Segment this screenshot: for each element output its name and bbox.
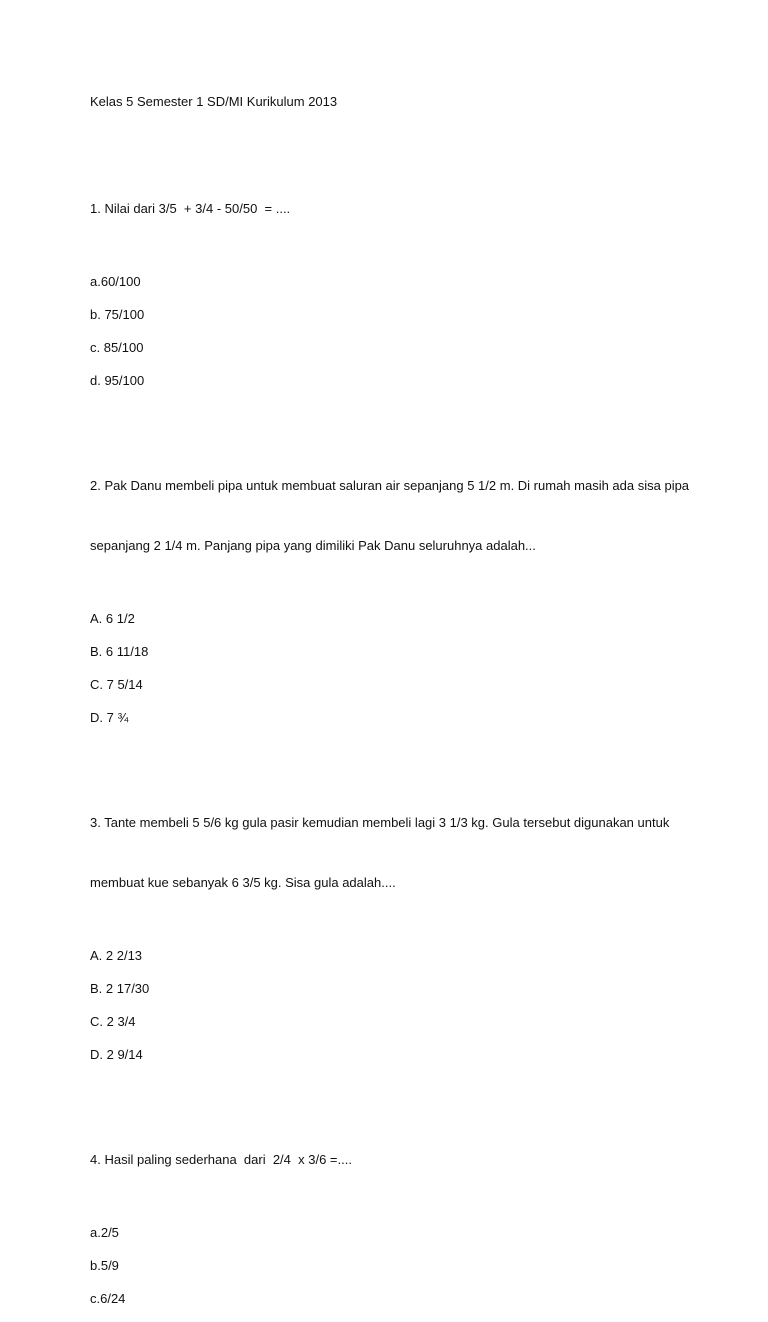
answer-option: b.5/9 <box>90 1258 119 1273</box>
question-stem-line: 1. Nilai dari 3/5 + 3/4 - 50/50 = .... <box>90 201 291 216</box>
answer-option: d. 95/100 <box>90 373 145 388</box>
answer-option: c.6/24 <box>90 1291 126 1306</box>
answer-option: c. 85/100 <box>90 340 144 355</box>
question-stem <box>90 436 690 596</box>
answer-option: D. 2 9/14 <box>90 1047 143 1062</box>
question-stem-line: 4. Hasil paling sederhana dari 2/4 x 3/6 =.... <box>90 1152 352 1167</box>
answer-option: B. 2 17/30 <box>90 981 150 996</box>
document-page <box>90 92 690 1322</box>
question-stem-line: 2. Pak Danu membeli pipa untuk membuat saluran air sepanjang 5 1/2 m. Di rumah masih ada sisa pipa <box>90 478 690 493</box>
answer-option: b. 75/100 <box>90 307 145 322</box>
question-stem-line: 3. Tante membeli 5 5/6 kg gula pasir kemudian membeli lagi 3 1/3 kg. Gula tersebut digunakan untuk <box>90 815 670 830</box>
question-stem <box>90 1110 690 1210</box>
answer-option: A. 2 2/13 <box>90 948 143 963</box>
answer-option: B. 6 11/18 <box>90 644 149 659</box>
question-1 <box>90 159 690 391</box>
answer-option: a.60/100 <box>90 274 141 289</box>
question-3 <box>90 773 690 1065</box>
answer-option: A. 6 1/2 <box>90 611 135 626</box>
question-stem-line: membuat kue sebanyak 6 3/5 kg. Sisa gula adalah.... <box>90 875 396 890</box>
answer-option: C. 2 3/4 <box>90 1014 136 1029</box>
document-title: Kelas 5 Semester 1 SD/MI Kurikulum 2013 <box>90 94 338 109</box>
answer-option: C. 7 5/14 <box>90 677 143 692</box>
question-stem <box>90 773 690 933</box>
question-2 <box>90 436 690 728</box>
question-stem-line: sepanjang 2 1/4 m. Panjang pipa yang dimiliki Pak Danu seluruhnya adalah... <box>90 538 536 553</box>
answer-option: D. 7 ¾ <box>90 710 129 725</box>
question-stem <box>90 159 690 259</box>
answer-option: a.2/5 <box>90 1225 119 1240</box>
question-4 <box>90 1110 690 1309</box>
